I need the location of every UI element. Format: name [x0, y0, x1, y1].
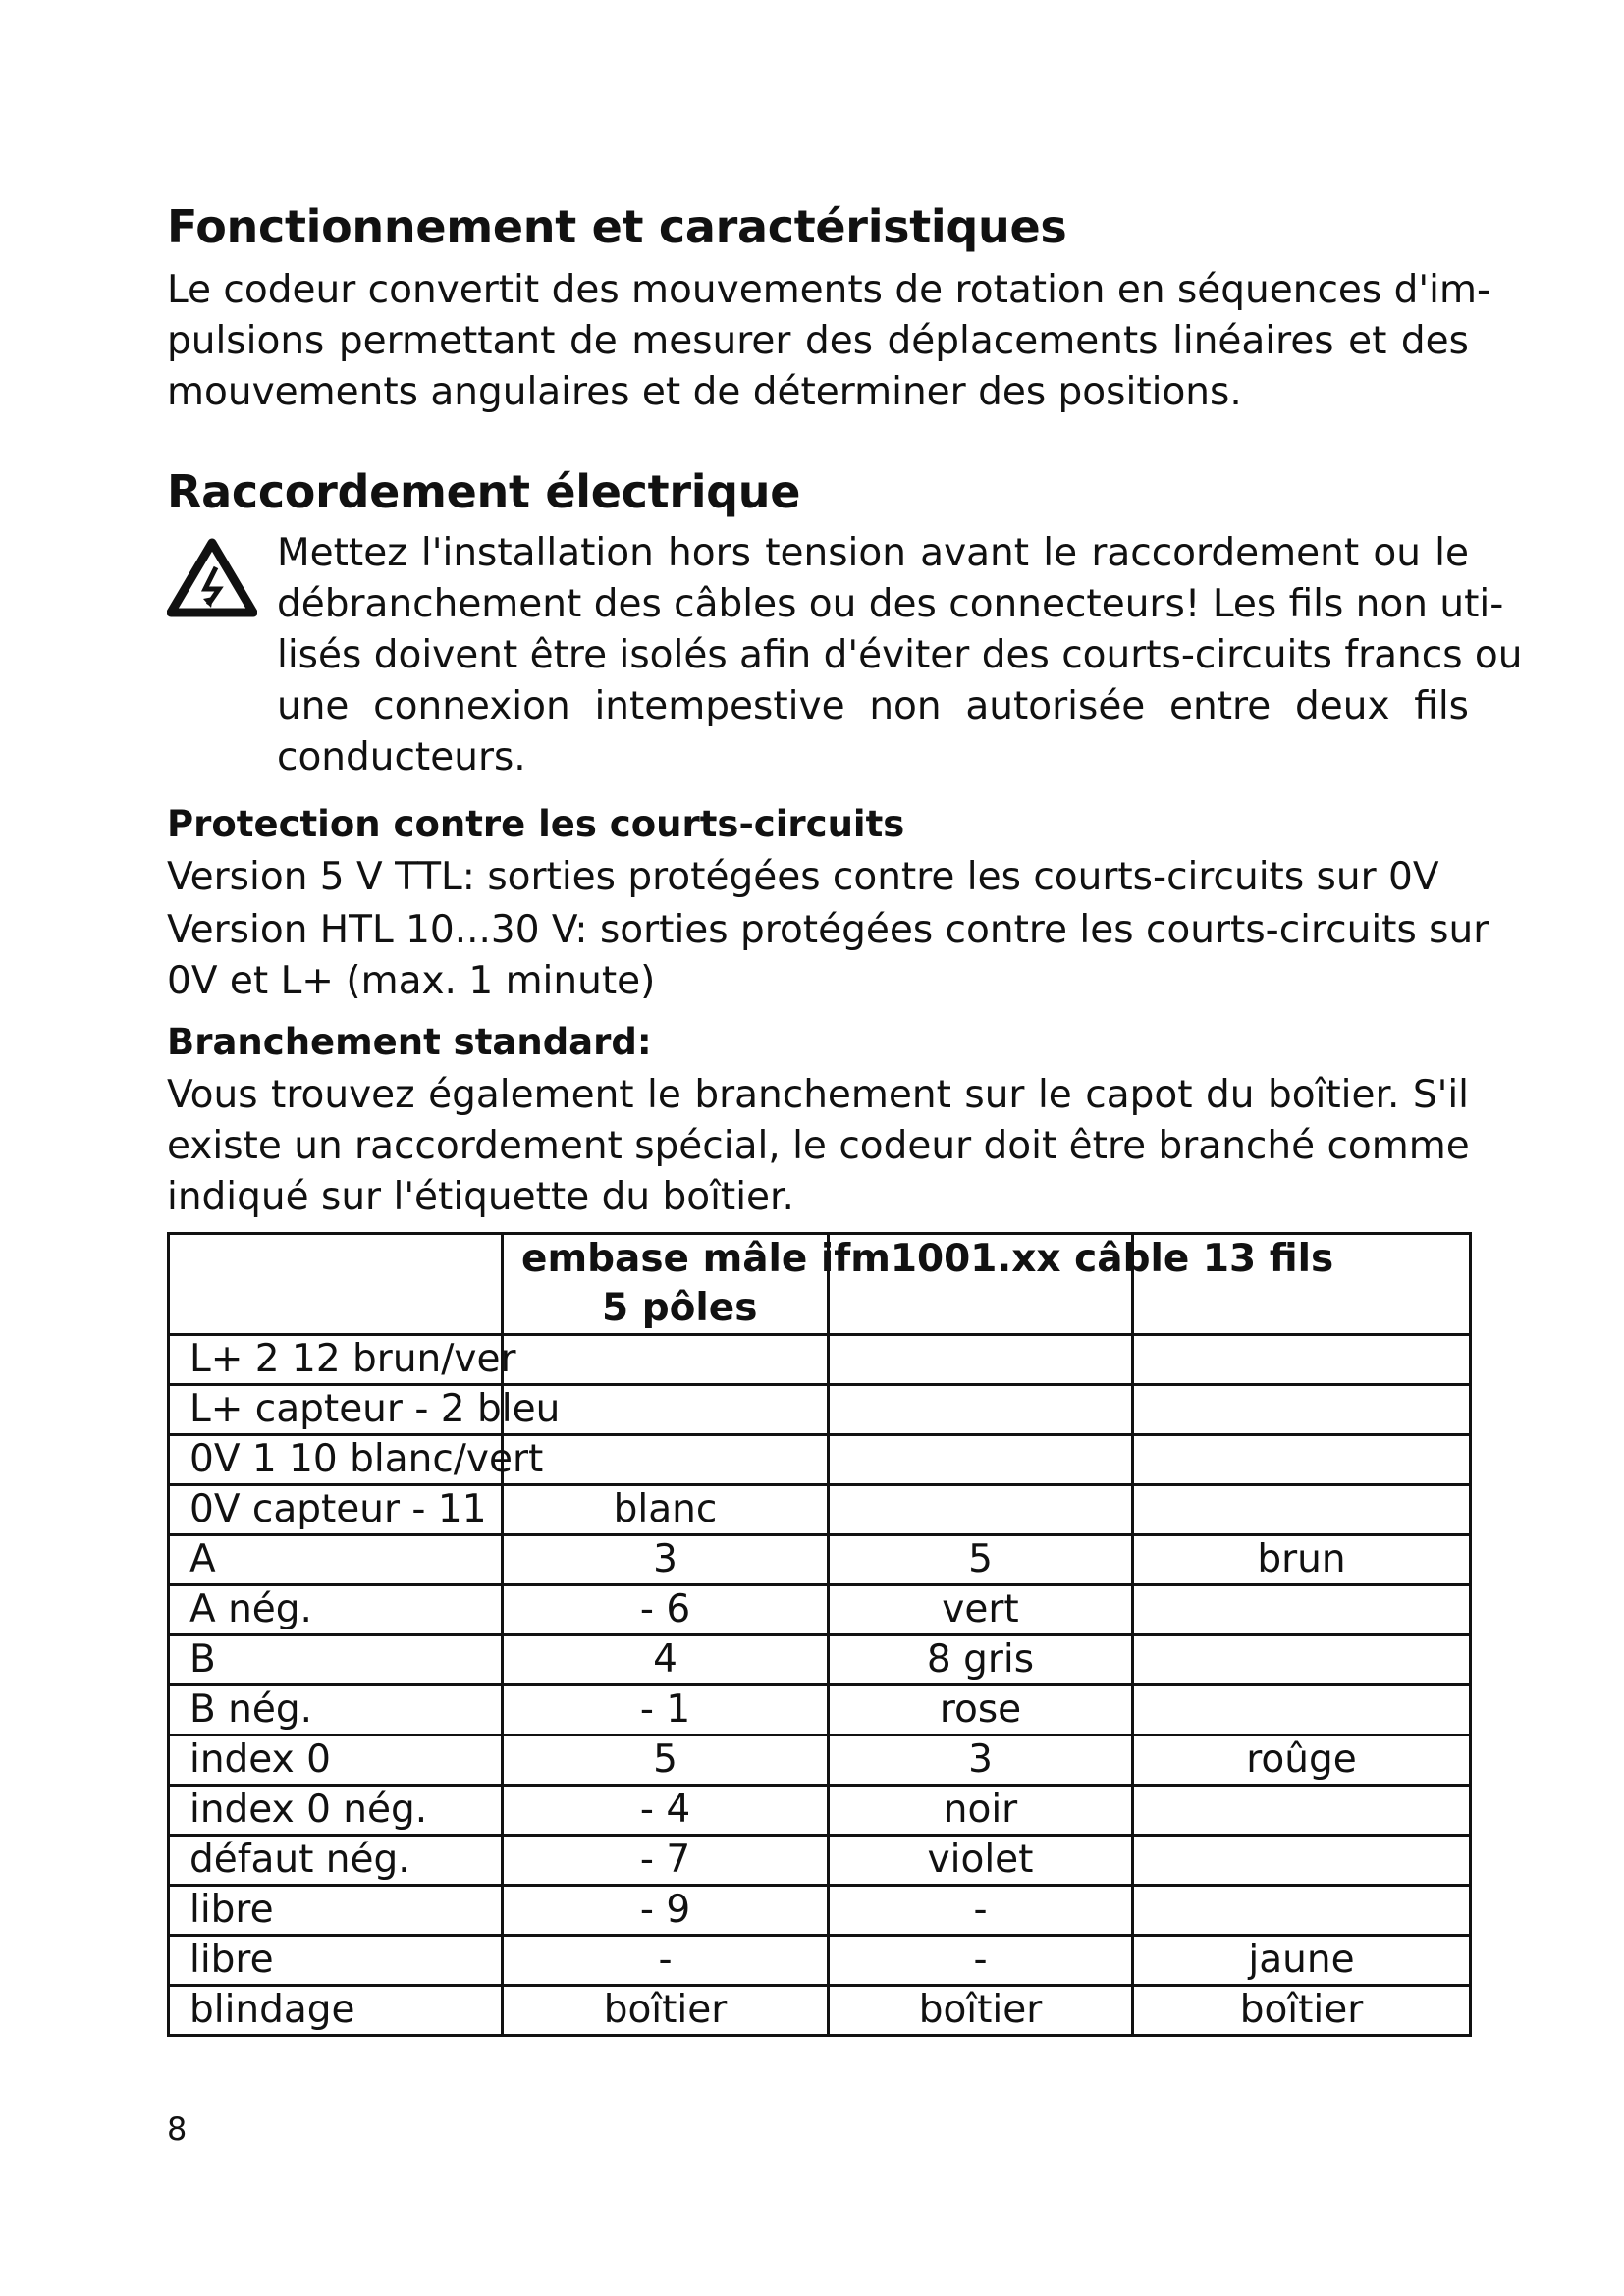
table-cell: 8 gris	[829, 1635, 1133, 1685]
table-row	[169, 1986, 1471, 2036]
warning-text	[277, 528, 1523, 783]
table-cell: -	[829, 1886, 1133, 1936]
text-line: une connexion intempestive non autorisée entre deux fils	[277, 684, 1469, 728]
table-cell	[1133, 1635, 1471, 1685]
table-cell: blanc	[503, 1485, 829, 1535]
table-cell	[1133, 1585, 1471, 1635]
table-cell: - 6	[503, 1585, 829, 1635]
table-cell: vert	[829, 1585, 1133, 1635]
table-cell	[1133, 1886, 1471, 1936]
table-cell: 5	[503, 1735, 829, 1786]
text-line: mouvements angulaires et de déterminer des positions.	[167, 370, 1242, 414]
table-cell: libre	[169, 1886, 503, 1936]
table-row	[169, 1735, 1471, 1786]
section-title-fonctionnement: Fonctionnement et caractéristiques	[167, 200, 1067, 253]
table-row	[169, 1435, 1471, 1485]
table-cell: 4	[503, 1635, 829, 1685]
table-cell: L+ capteur - 2 bleu	[169, 1385, 503, 1435]
table-cell	[829, 1385, 1133, 1435]
text-line: indiqué sur l'étiquette du boîtier.	[167, 1175, 794, 1219]
table-row	[169, 1886, 1471, 1936]
table-cell: -	[829, 1936, 1133, 1986]
text-line: Le codeur convertit des mouvements de rotation en séquences d'im-	[167, 268, 1491, 312]
table-row	[169, 1335, 1471, 1385]
table-cell: boîtier	[829, 1986, 1133, 2036]
text-line: lisés doivent être isolés afin d'éviter des courts-circuits francs ou	[277, 633, 1523, 677]
table-cell: blindage	[169, 1986, 503, 2036]
table-cell: défaut nég.	[169, 1836, 503, 1886]
protection-text-2	[167, 905, 1489, 1007]
standard-title: Branchement standard:	[167, 1021, 652, 1063]
table-cell: - 1	[503, 1685, 829, 1735]
table-row	[169, 1535, 1471, 1585]
table-cell: violet	[829, 1836, 1133, 1886]
table-cell	[1133, 1385, 1471, 1435]
table-header-cell	[169, 1234, 503, 1335]
table-cell: libre	[169, 1936, 503, 1986]
table-cell: 3	[503, 1535, 829, 1585]
text-line: 0V et L+ (max. 1 minute)	[167, 959, 656, 1003]
header-label-line1: embase mâle ifm1001.xx câble 13 fils	[521, 1237, 1334, 1281]
table-cell: B nég.	[169, 1685, 503, 1735]
table-cell: boîtier	[503, 1986, 829, 2036]
table-row	[169, 1836, 1471, 1886]
table-cell: brun	[1133, 1535, 1471, 1585]
table-cell: 0V capteur - 11	[169, 1485, 503, 1535]
table-row	[169, 1786, 1471, 1836]
table-cell	[1133, 1435, 1471, 1485]
table-cell: noir	[829, 1786, 1133, 1836]
table-cell: A nég.	[169, 1585, 503, 1635]
table-cell: roûge	[1133, 1735, 1471, 1786]
text-line: Version HTL 10...30 V: sorties protégées contre les courts-circuits sur	[167, 908, 1489, 952]
table-cell	[1133, 1685, 1471, 1735]
table-cell	[1133, 1836, 1471, 1886]
high-voltage-warning-icon	[167, 538, 257, 618]
protection-text	[167, 852, 1469, 903]
table-header-cell	[503, 1234, 1334, 1335]
protection-title: Protection contre les courts-circuits	[167, 803, 905, 845]
table-cell: rose	[829, 1685, 1133, 1735]
table-header-row	[169, 1234, 1471, 1335]
table-cell: L+ 2 12 brun/ver	[169, 1335, 503, 1385]
text-line: débranchement des câbles ou des connecteurs! Les fils non uti-	[277, 582, 1504, 626]
table-cell	[1133, 1335, 1471, 1385]
header-label-line2: 5 pôles	[602, 1286, 758, 1330]
table-cell	[1133, 1786, 1471, 1836]
table-cell	[503, 1335, 829, 1385]
table-cell: B	[169, 1635, 503, 1685]
table-row	[169, 1385, 1471, 1435]
table-cell: - 9	[503, 1886, 829, 1936]
table-row	[169, 1585, 1471, 1635]
table-body	[169, 1335, 1471, 2036]
table-cell	[503, 1435, 829, 1485]
table-cell: -	[503, 1936, 829, 1986]
text-line: existe un raccordement spécial, le codeur doit être branché comme	[167, 1124, 1470, 1168]
table-row	[169, 1936, 1471, 1986]
table-cell: - 7	[503, 1836, 829, 1886]
text-line: Version 5 V TTL: sorties protégées contre les courts-circuits sur 0V	[167, 855, 1439, 899]
table-cell: jaune	[1133, 1936, 1471, 1986]
table-row	[169, 1685, 1471, 1735]
section-title-raccordement: Raccordement électrique	[167, 465, 801, 518]
text-line: pulsions permettant de mesurer des déplacements linéaires et des	[167, 319, 1469, 363]
table-cell	[829, 1435, 1133, 1485]
table-cell: boîtier	[1133, 1986, 1471, 2036]
table-cell	[829, 1485, 1133, 1535]
standard-text	[167, 1070, 1469, 1223]
table-cell	[1133, 1485, 1471, 1535]
table-cell: 3	[829, 1735, 1133, 1786]
text-line: conducteurs.	[277, 735, 526, 779]
table-row	[169, 1635, 1471, 1685]
page-number: 8	[167, 2110, 188, 2148]
table-cell: index 0 nég.	[169, 1786, 503, 1836]
table-cell	[829, 1335, 1133, 1385]
connection-table	[167, 1232, 1472, 2037]
text-line: Vous trouvez également le branchement sur le capot du boîtier. S'il	[167, 1073, 1469, 1117]
table-cell: - 4	[503, 1786, 829, 1836]
text-line: Mettez l'installation hors tension avant le raccordement ou le	[277, 531, 1469, 575]
section-fonctionnement-text	[167, 265, 1491, 418]
table-cell: 5	[829, 1535, 1133, 1585]
table-cell: index 0	[169, 1735, 503, 1786]
table-row	[169, 1485, 1471, 1535]
table-cell: 0V 1 10 blanc/vert	[169, 1435, 503, 1485]
table-cell: A	[169, 1535, 503, 1585]
